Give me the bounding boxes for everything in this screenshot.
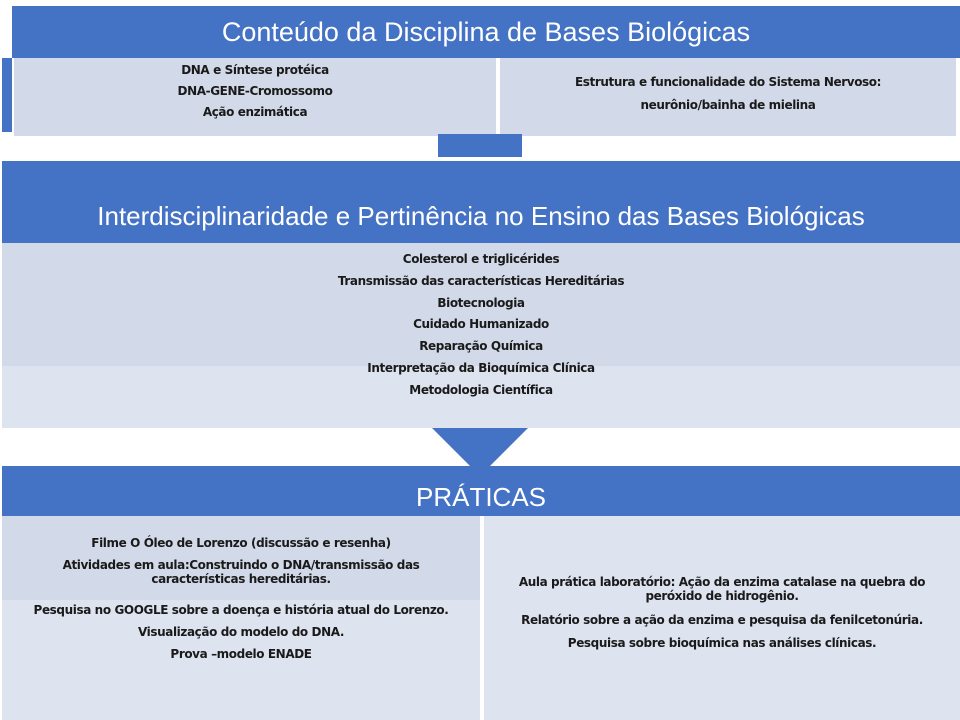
section1-header (12, 6, 960, 58)
section1-title: Conteúdo da Disciplina de Bases Biológicas (221, 17, 751, 47)
section2-item: Transmissão das características Hereditárias (337, 273, 625, 288)
section3-right-item: Aula prática laboratório: Ação da enzima catalase na quebra do peróxido de hidrogênio. (518, 575, 926, 603)
section1-left-accent (2, 58, 12, 132)
section3-title: PRÁTICAS (415, 482, 547, 512)
section3-right-item: Relatório sobre a ação da enzima e pesquisa da fenilcetonúria. (521, 612, 923, 627)
section2-item: Reparação Química (419, 339, 543, 354)
section2-title: Interdisciplinaridade e Pertinência no Ensino das Bases Biológicas (97, 201, 865, 231)
section2-item: Metodologia Científica (409, 382, 553, 397)
section1-right-panel (500, 58, 956, 136)
section3-left-item: Prova –modelo ENADE (170, 646, 312, 661)
section1-right-item: neurônio/bainha de mielina (640, 97, 816, 112)
section1-right-item: Estrutura e funcionalidade do Sistema Nervoso: (574, 75, 882, 89)
section2-item: Cuidado Humanizado (413, 317, 549, 332)
section1-left-item: DNA e Síntese protéica (181, 63, 329, 77)
section1-left-item: Ação enzimática (202, 104, 308, 119)
section3-left-item: Pesquisa no GOOGLE sobre a doença e história atual do Lorenzo. (33, 603, 449, 618)
section1-left-item: DNA-GENE-Cromossomo (177, 83, 333, 98)
section2-item: Biotecnologia (437, 295, 525, 310)
section3-header (2, 466, 960, 516)
section3-right-item: Pesquisa sobre bioquímica nas análises clínicas. (567, 636, 877, 651)
section1-left-panel (14, 58, 496, 136)
section3-left-item: Atividades em aula:Construindo o DNA/transmissão das características hereditárias. (62, 557, 420, 586)
section2-item: Colesterol e triglicérides (402, 252, 560, 266)
section3-left-item: Filme O Óleo de Lorenzo (discussão e resenha) (91, 536, 391, 550)
section3-left-item: Visualização do modelo do DNA. (137, 625, 345, 640)
section2-item: Interpretação da Bioquímica Clínica (367, 360, 595, 375)
section2-header (2, 161, 960, 243)
